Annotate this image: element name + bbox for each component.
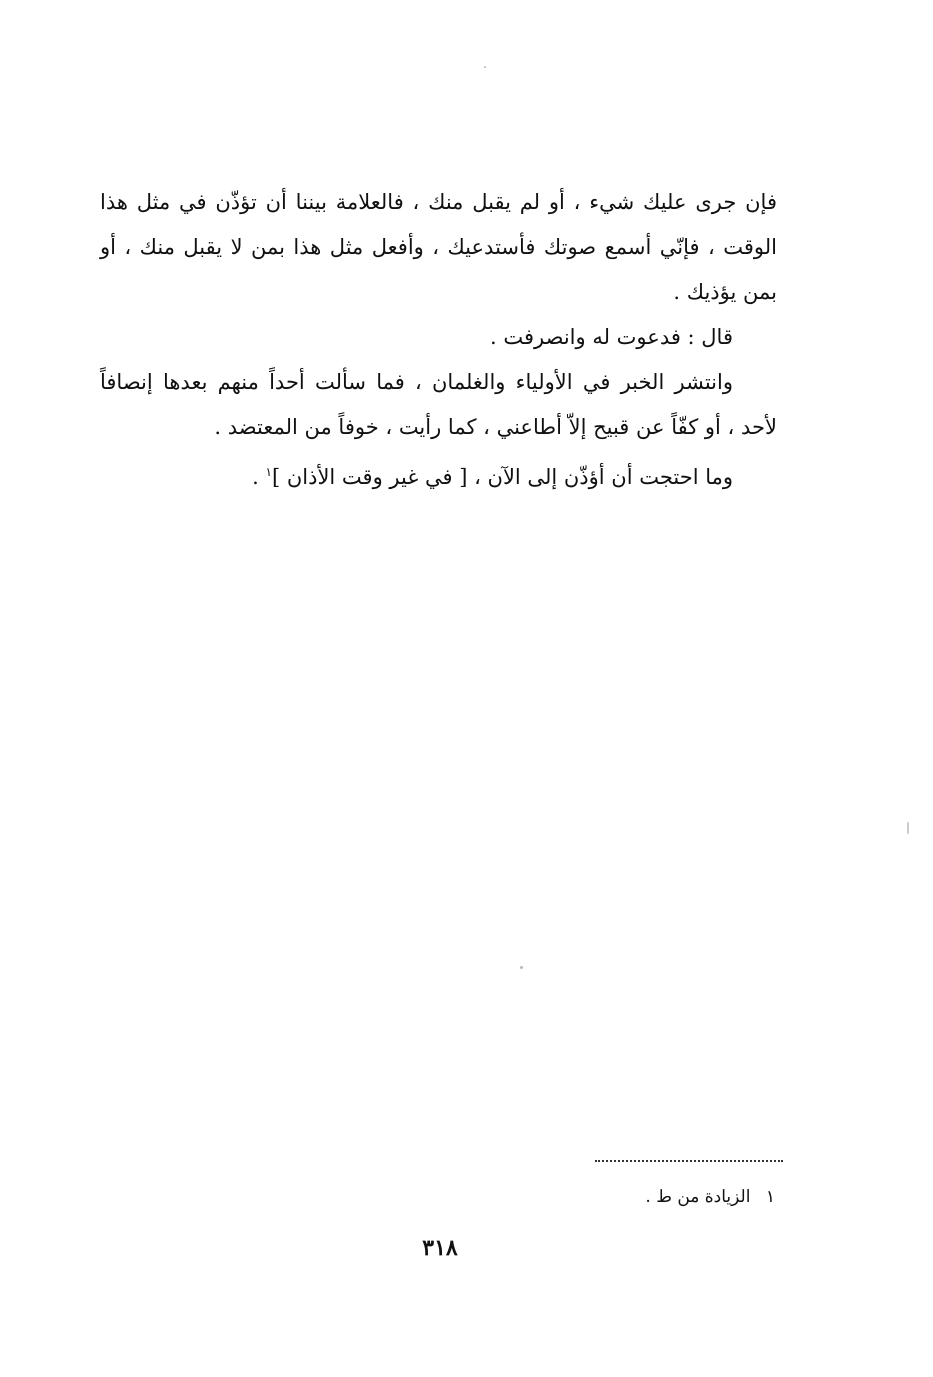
paragraph-2: قال : فدعوت له وانصرفت . [490, 325, 733, 349]
footnote [500, 1182, 775, 1212]
main-text [100, 180, 777, 500]
paragraph-4-end: . [252, 465, 266, 489]
page-number: ٣١٨ [422, 1235, 458, 1261]
scan-speck [520, 966, 523, 969]
footnote-marker: ١ [765, 1187, 775, 1207]
footnote-text: الزيادة من ط . [645, 1187, 751, 1207]
paragraph-4-text: وما احتجت أن أؤذّن إلى الآن ، [ في غير وقت الأذان ] [271, 465, 733, 489]
footnote-separator [595, 1160, 783, 1162]
scan-speck [907, 822, 909, 834]
paragraph-3: وانتشر الخبر في الأولياء والغلمان ، فما سألت أحداً منهم بعدها إنصافاً لأحد ، أو كفّاً عن قبيح إلاّ أطاعني ، كما رأيت ، خوفاً من المعتضد . [100, 370, 777, 439]
footnote-reference: ١ [265, 465, 272, 479]
scan-speck [484, 66, 486, 68]
paragraph-4 [100, 450, 777, 500]
paragraph-1: فإن جرى عليك شيء ، أو لم يقبل منك ، فالعلامة بيننا أن تؤذّن في مثل هذا الوقت ، فإنّي أسمع صوتك فأستدعيك ، وأفعل مثل هذا بمن لا يقبل منك ، أو بمن يؤذيك . [100, 190, 777, 304]
